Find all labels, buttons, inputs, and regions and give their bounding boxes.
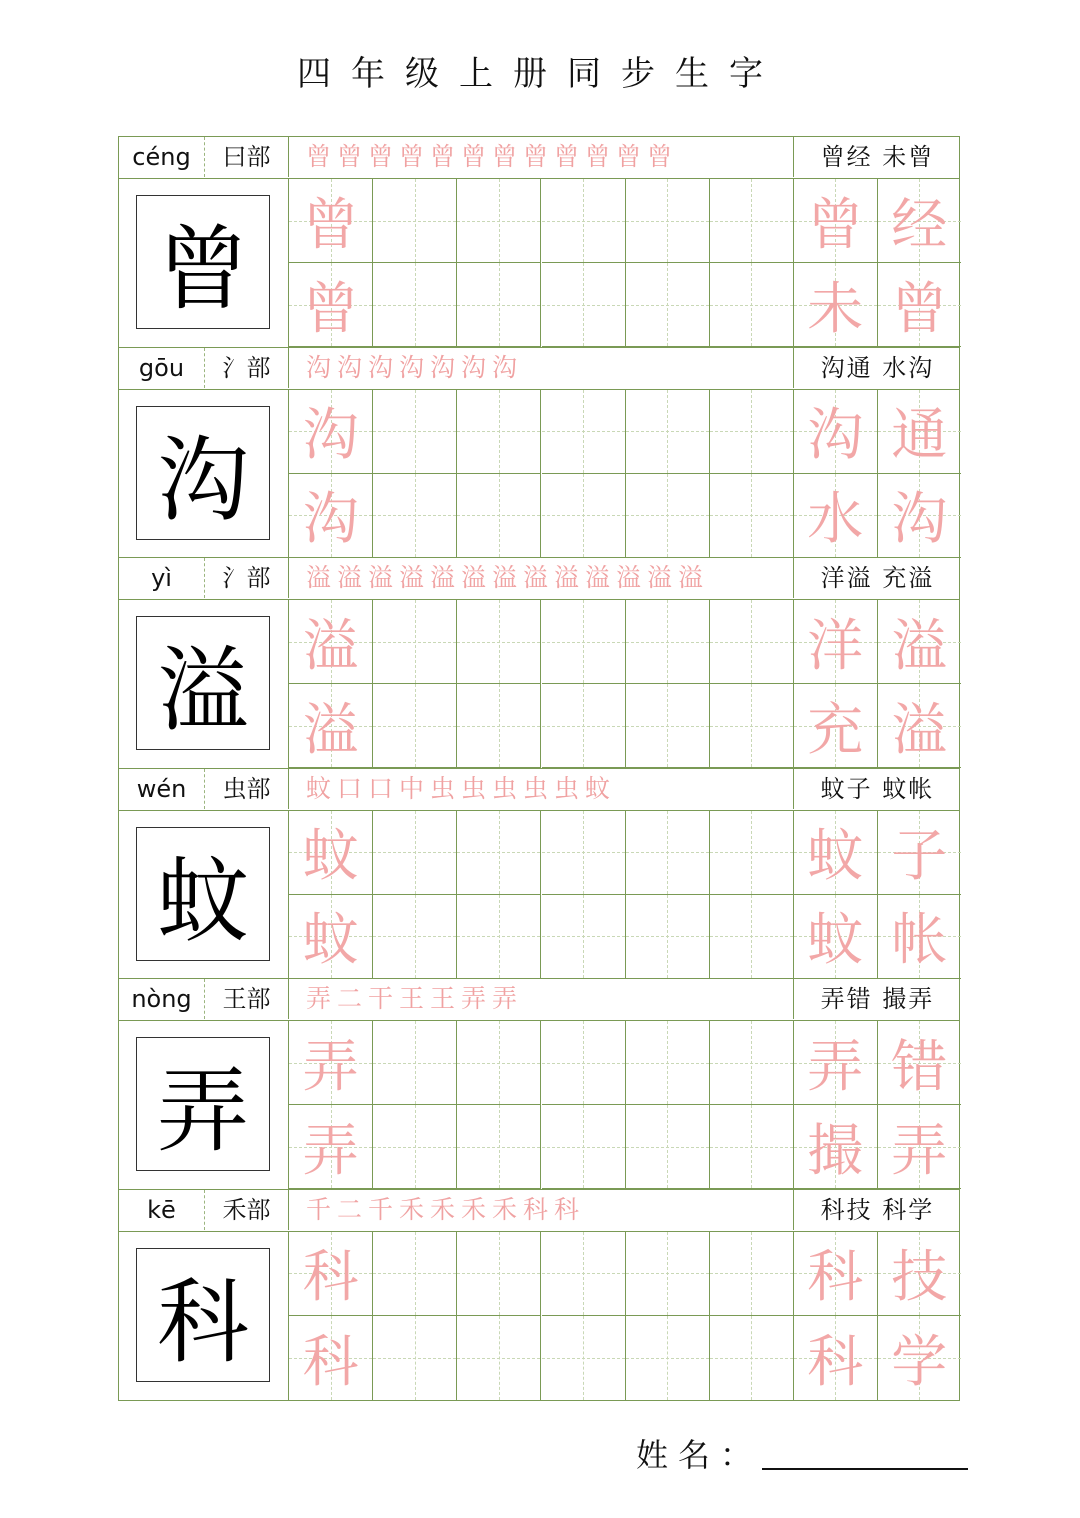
practice-cell[interactable] — [542, 811, 626, 895]
stroke-order — [289, 979, 794, 1019]
word-trace-cell — [794, 895, 878, 979]
stroke-step: 千 — [305, 1194, 331, 1224]
stroke-step: 二 — [336, 984, 362, 1013]
stroke-step: 沟 — [398, 352, 424, 382]
stroke-order — [289, 769, 794, 809]
practice-grid — [289, 179, 794, 347]
word-trace-char: 沟 — [807, 403, 864, 468]
practice-cell[interactable] — [373, 1105, 457, 1189]
practice-cell[interactable] — [373, 390, 457, 474]
pinyin: kē — [119, 1190, 205, 1230]
practice-cell[interactable] — [373, 263, 457, 347]
stroke-step: 沟 — [367, 352, 393, 382]
word-examples: 洋溢 充溢 — [820, 564, 935, 592]
stroke-step: 弄 — [491, 984, 517, 1013]
word-trace-cell — [794, 811, 878, 895]
trace-cell — [289, 390, 373, 474]
model-char-cell — [119, 1021, 289, 1189]
trace-cell — [289, 600, 373, 684]
practice-cell[interactable] — [373, 1232, 457, 1316]
model-char: 科 — [136, 1248, 270, 1382]
char-block — [119, 348, 959, 559]
trace-char: 曾 — [302, 192, 359, 258]
stroke-step: 曾 — [336, 142, 362, 171]
word-trace-char: 溢 — [891, 613, 948, 679]
model-char-cell — [119, 811, 289, 979]
word-trace-cell — [794, 179, 878, 263]
pinyin: gōu — [119, 348, 205, 388]
stroke-step: 王 — [398, 984, 424, 1013]
stroke-step: 虫 — [522, 773, 548, 803]
char-block — [119, 1190, 959, 1401]
stroke-step: 沟 — [460, 352, 486, 382]
model-char-cell — [119, 179, 289, 347]
practice-cell[interactable] — [457, 895, 541, 979]
word-examples: 蚊子 蚊帐 — [820, 774, 935, 803]
stroke-step: 曾 — [398, 142, 424, 171]
practice-cell[interactable] — [542, 684, 626, 768]
stroke-step: 溢 — [460, 563, 486, 592]
stroke-step: 沟 — [336, 352, 362, 382]
stroke-step: 弄 — [460, 984, 486, 1013]
radical: 氵部 — [205, 348, 289, 388]
stroke-step: 千 — [367, 1194, 393, 1224]
word-trace-grid — [794, 600, 961, 768]
practice-cell[interactable] — [542, 1232, 626, 1316]
stroke-step: 曾 — [522, 142, 548, 171]
char-header-row — [119, 558, 959, 600]
practice-cell[interactable] — [542, 474, 626, 558]
practice-grid — [289, 600, 794, 768]
practice-cell[interactable] — [626, 263, 710, 347]
word-trace-cell — [878, 390, 962, 474]
word-trace-char: 经 — [891, 192, 948, 258]
stroke-step: 干 — [367, 984, 393, 1013]
practice-cell[interactable] — [710, 600, 794, 684]
practice-cell[interactable] — [626, 684, 710, 768]
char-header-row — [119, 137, 959, 179]
word-trace-char: 洋 — [807, 613, 864, 679]
trace-char: 科 — [302, 1245, 359, 1310]
stroke-step: 曾 — [646, 142, 672, 171]
radical: 虫部 — [205, 769, 289, 809]
stroke-step: 二 — [336, 1194, 362, 1224]
word-trace-cell — [878, 895, 962, 979]
word-trace-char: 撮 — [807, 1118, 864, 1184]
practice-sheet — [118, 136, 960, 1401]
trace-char: 科 — [302, 1329, 359, 1395]
stroke-step: 溢 — [367, 563, 393, 592]
trace-char: 沟 — [302, 403, 359, 468]
model-char-cell — [119, 390, 289, 558]
stroke-step: 溢 — [615, 563, 641, 592]
word-trace-char: 水 — [807, 487, 864, 552]
practice-cell[interactable] — [626, 811, 710, 895]
practice-cell[interactable] — [710, 1232, 794, 1316]
word-trace-cell — [878, 684, 962, 768]
pinyin: wén — [119, 769, 205, 809]
word-examples: 弄错 撮弄 — [820, 985, 935, 1013]
word-trace-char: 沟 — [891, 487, 948, 552]
word-trace-cell — [878, 1105, 962, 1189]
char-header-row — [119, 769, 959, 811]
word-trace-grid — [794, 811, 961, 979]
word-trace-cell — [878, 1232, 962, 1316]
pinyin: yì — [119, 558, 205, 598]
stroke-order — [289, 348, 794, 388]
practice-cell[interactable] — [457, 1232, 541, 1316]
stroke-step: 曾 — [429, 142, 455, 171]
practice-cell[interactable] — [457, 600, 541, 684]
practice-grid — [289, 390, 794, 558]
trace-char: 溢 — [302, 613, 359, 679]
stroke-step: 蚊 — [305, 773, 331, 803]
trace-cell — [289, 1316, 373, 1400]
word-trace-cell — [878, 179, 962, 263]
word-trace-grid — [794, 1021, 961, 1189]
word-trace-grid — [794, 179, 961, 347]
stroke-step: 溢 — [584, 563, 610, 592]
stroke-step: 中 — [398, 773, 424, 803]
stroke-step: 沟 — [429, 352, 455, 382]
stroke-step: 曾 — [491, 142, 517, 171]
practice-cell[interactable] — [457, 1105, 541, 1189]
char-header-row — [119, 979, 959, 1021]
practice-cell[interactable] — [626, 1105, 710, 1189]
word-trace-cell — [794, 1316, 878, 1400]
practice-cell[interactable] — [373, 600, 457, 684]
word-trace-cell — [794, 263, 878, 347]
trace-cell — [289, 895, 373, 979]
char-header-row — [119, 348, 959, 390]
word-trace-char: 子 — [891, 824, 948, 889]
stroke-step: 溢 — [553, 563, 579, 592]
word-trace-cell — [878, 1021, 962, 1105]
model-char-cell — [119, 1232, 289, 1400]
practice-cell[interactable] — [457, 684, 541, 768]
trace-cell — [289, 1021, 373, 1105]
stroke-step: 禾 — [491, 1194, 517, 1224]
trace-char: 弄 — [302, 1034, 359, 1100]
word-trace-cell — [794, 1105, 878, 1189]
stroke-step: 溢 — [646, 563, 672, 592]
name-label: 姓名： — [636, 1436, 763, 1474]
word-trace-char: 溢 — [891, 697, 948, 763]
stroke-step: 弄 — [305, 984, 331, 1013]
practice-cell[interactable] — [542, 895, 626, 979]
practice-cell[interactable] — [710, 895, 794, 979]
practice-cell[interactable] — [373, 179, 457, 263]
word-trace-char: 未 — [807, 276, 864, 342]
model-char: 溢 — [136, 616, 270, 750]
practice-cell[interactable] — [626, 895, 710, 979]
word-trace-grid — [794, 1232, 961, 1400]
practice-cell[interactable] — [457, 263, 541, 347]
word-trace-char: 通 — [891, 403, 948, 468]
char-header-row — [119, 1190, 959, 1232]
practice-cell[interactable] — [710, 684, 794, 768]
stroke-order — [289, 558, 794, 598]
practice-grid — [289, 1021, 794, 1189]
practice-cell[interactable] — [710, 811, 794, 895]
trace-char: 沟 — [302, 487, 359, 552]
word-trace-char: 曾 — [891, 276, 948, 342]
trace-char: 曾 — [302, 276, 359, 342]
pinyin: céng — [119, 137, 205, 177]
trace-cell — [289, 1105, 373, 1189]
stroke-step: 溢 — [522, 563, 548, 592]
practice-cell[interactable] — [626, 1021, 710, 1105]
trace-char: 蚊 — [302, 908, 359, 973]
word-trace-char: 蚊 — [807, 824, 864, 889]
stroke-step: 曾 — [584, 142, 610, 171]
char-block — [119, 979, 959, 1190]
practice-cell[interactable] — [710, 390, 794, 474]
practice-cell[interactable] — [542, 263, 626, 347]
word-trace-char: 技 — [891, 1245, 948, 1310]
trace-cell — [289, 1232, 373, 1316]
practice-cell[interactable] — [457, 179, 541, 263]
practice-grid — [289, 1232, 794, 1400]
word-trace-char: 充 — [807, 697, 864, 763]
word-trace-cell — [878, 600, 962, 684]
practice-cell[interactable] — [626, 474, 710, 558]
practice-grid — [289, 811, 794, 979]
stroke-step: 蚊 — [584, 773, 610, 803]
word-examples: 科技 科学 — [820, 1195, 935, 1224]
radical: 氵部 — [205, 558, 289, 598]
practice-cell[interactable] — [710, 1316, 794, 1400]
practice-cell[interactable] — [457, 474, 541, 558]
word-trace-char: 帐 — [891, 908, 948, 973]
practice-cell[interactable] — [710, 474, 794, 558]
practice-cell[interactable] — [373, 474, 457, 558]
word-trace-char: 弄 — [891, 1118, 948, 1184]
practice-cell[interactable] — [542, 1021, 626, 1105]
stroke-step: 溢 — [677, 563, 703, 592]
practice-cell[interactable] — [626, 1316, 710, 1400]
practice-cell[interactable] — [626, 179, 710, 263]
stroke-step: 虫 — [460, 773, 486, 803]
word-trace-cell — [878, 1316, 962, 1400]
word-trace-cell — [794, 600, 878, 684]
practice-cell[interactable] — [373, 1316, 457, 1400]
pinyin: nòng — [119, 979, 205, 1019]
stroke-step: 溢 — [398, 563, 424, 592]
model-char-cell — [119, 600, 289, 768]
word-trace-char: 学 — [891, 1329, 948, 1395]
practice-cell[interactable] — [626, 1232, 710, 1316]
model-char: 沟 — [136, 406, 270, 540]
word-trace-char: 蚊 — [807, 908, 864, 973]
stroke-step: 口 — [367, 773, 393, 803]
trace-cell — [289, 811, 373, 895]
trace-cell — [289, 684, 373, 768]
stroke-order — [289, 137, 794, 177]
practice-cell[interactable] — [373, 684, 457, 768]
practice-cell[interactable] — [710, 263, 794, 347]
word-trace-cell — [878, 474, 962, 558]
practice-cell[interactable] — [373, 811, 457, 895]
trace-char: 蚊 — [302, 824, 359, 889]
practice-cell[interactable] — [710, 1105, 794, 1189]
practice-cell[interactable] — [626, 600, 710, 684]
practice-cell[interactable] — [373, 895, 457, 979]
trace-char: 弄 — [302, 1118, 359, 1184]
stroke-step: 曾 — [305, 142, 331, 171]
trace-cell — [289, 474, 373, 558]
radical: 曰部 — [205, 137, 289, 177]
char-block — [119, 137, 959, 348]
practice-cell[interactable] — [542, 179, 626, 263]
char-block — [119, 769, 959, 980]
stroke-step: 曾 — [615, 142, 641, 171]
practice-cell[interactable] — [373, 1021, 457, 1105]
stroke-step: 禾 — [460, 1194, 486, 1224]
trace-cell — [289, 263, 373, 347]
stroke-step: 禾 — [398, 1194, 424, 1224]
word-trace-cell — [878, 263, 962, 347]
practice-cell[interactable] — [457, 390, 541, 474]
stroke-step: 溢 — [305, 563, 331, 592]
stroke-step: 溢 — [429, 563, 455, 592]
practice-cell[interactable] — [710, 1021, 794, 1105]
trace-cell — [289, 179, 373, 263]
model-char: 弄 — [136, 1037, 270, 1171]
word-trace-char: 科 — [807, 1245, 864, 1310]
word-trace-cell — [794, 684, 878, 768]
word-trace-char: 错 — [891, 1034, 948, 1100]
char-block — [119, 558, 959, 769]
stroke-step: 沟 — [491, 352, 517, 382]
stroke-step: 溢 — [336, 563, 362, 592]
practice-cell[interactable] — [457, 1021, 541, 1105]
stroke-step: 虫 — [491, 773, 517, 803]
model-char: 蚊 — [136, 827, 270, 961]
word-trace-cell — [794, 1021, 878, 1105]
word-trace-char: 科 — [807, 1329, 864, 1395]
stroke-step: 科 — [553, 1194, 579, 1224]
word-trace-cell — [794, 1232, 878, 1316]
radical: 王部 — [205, 979, 289, 1019]
practice-cell[interactable] — [542, 390, 626, 474]
practice-cell[interactable] — [542, 1105, 626, 1189]
practice-cell[interactable] — [542, 1316, 626, 1400]
word-trace-cell — [878, 811, 962, 895]
radical: 禾部 — [205, 1190, 289, 1230]
stroke-step: 沟 — [305, 352, 331, 382]
practice-cell[interactable] — [457, 811, 541, 895]
stroke-step: 科 — [522, 1194, 548, 1224]
practice-cell[interactable] — [457, 1316, 541, 1400]
stroke-step: 溢 — [491, 563, 517, 592]
practice-cell[interactable] — [710, 179, 794, 263]
stroke-step: 曾 — [460, 142, 486, 171]
stroke-step: 虫 — [553, 773, 579, 803]
stroke-step: 口 — [336, 773, 362, 803]
word-examples: 沟通 水沟 — [820, 353, 935, 382]
stroke-step: 曾 — [367, 142, 393, 171]
word-trace-cell — [794, 474, 878, 558]
page-title: 四年级上册同步生字 — [297, 54, 783, 94]
stroke-step: 虫 — [429, 773, 455, 803]
practice-cell[interactable] — [626, 390, 710, 474]
stroke-step: 王 — [429, 984, 455, 1013]
name-input-line[interactable] — [762, 1468, 968, 1470]
stroke-step: 禾 — [429, 1194, 455, 1224]
word-trace-grid — [794, 390, 961, 558]
model-char: 曾 — [136, 195, 270, 329]
word-trace-char: 弄 — [807, 1034, 864, 1100]
word-trace-cell — [794, 390, 878, 474]
stroke-step: 曾 — [553, 142, 579, 171]
practice-cell[interactable] — [542, 600, 626, 684]
trace-char: 溢 — [302, 697, 359, 763]
word-trace-char: 曾 — [807, 192, 864, 258]
word-examples: 曾经 未曾 — [820, 143, 935, 171]
stroke-order — [289, 1190, 794, 1230]
